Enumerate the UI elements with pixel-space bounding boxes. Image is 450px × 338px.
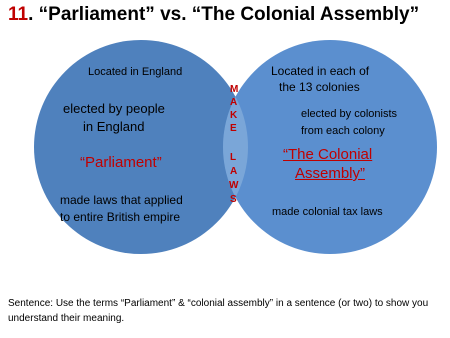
overlap-letter: L	[230, 152, 237, 163]
parliament-law-line2: to entire British empire	[60, 210, 181, 224]
parliament-location: Located in England	[88, 66, 183, 78]
parliament-name: “Parliament”	[80, 154, 162, 171]
overlap-letter: K	[230, 110, 238, 121]
colonial-location-line1: Located in each of	[271, 64, 370, 78]
overlap-letter: S	[230, 194, 237, 205]
title-text: . “Parliament” vs. “The Colonial Assembly”	[28, 4, 420, 25]
overlap-letter: A	[230, 97, 238, 108]
overlap-letter: E	[230, 123, 237, 134]
colonial-name-line2: Assembly”	[295, 165, 366, 182]
colonial-election-line2: from each colony	[301, 125, 385, 137]
overlap-letter: A	[230, 166, 238, 177]
parliament-law-line1: made laws that applied	[60, 193, 183, 207]
parliament-election-line2: in England	[83, 119, 145, 134]
title-number: 11	[8, 4, 29, 25]
colonial-location-line2: the 13 colonies	[279, 80, 360, 94]
colonial-tax-line: made colonial tax laws	[272, 206, 383, 218]
colonial-election-line1: elected by colonists	[301, 108, 397, 120]
parliament-election-line1: elected by people	[63, 101, 165, 116]
overlap-letter: W	[229, 180, 239, 191]
overlap-letter: M	[230, 84, 239, 95]
sentence-prompt: Sentence: Use the terms “Parliament” & “colonial assembly” in a sentence (or two) to show you understand their meaning.	[8, 298, 429, 324]
colonial-name-line1: “The Colonial	[283, 146, 373, 163]
